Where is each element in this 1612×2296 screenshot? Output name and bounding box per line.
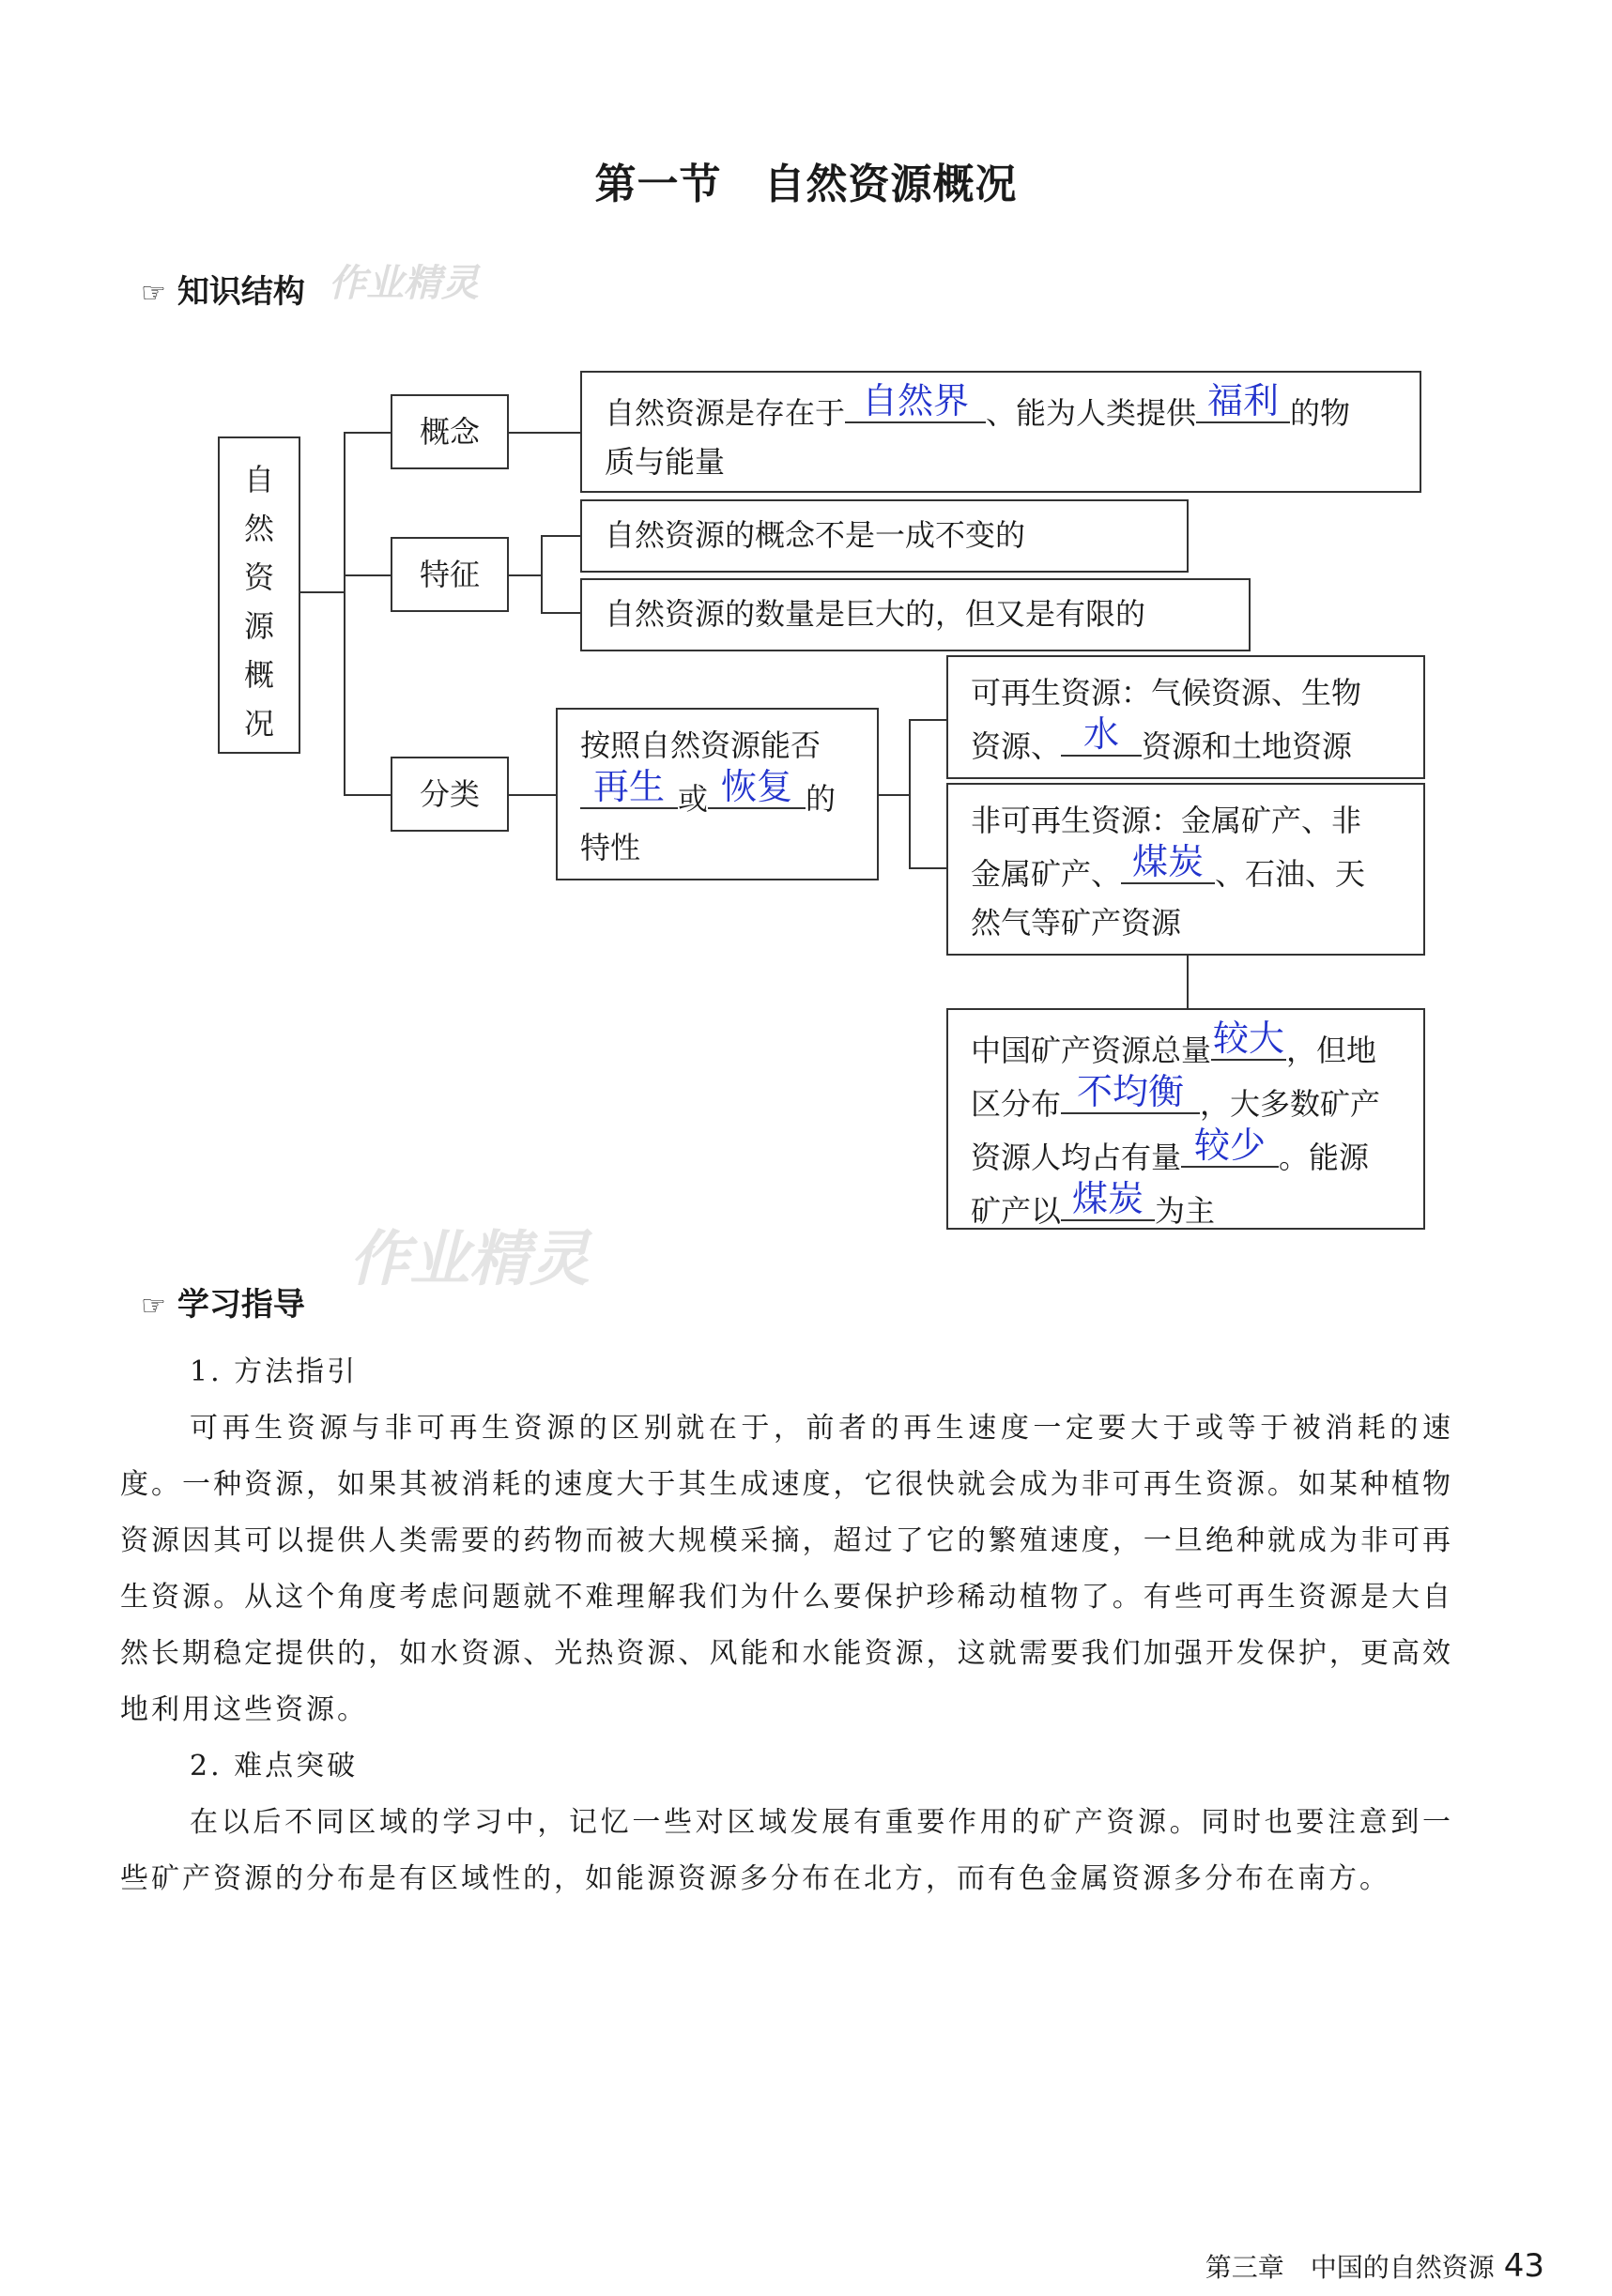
page-footer: [1205, 2247, 1544, 2285]
classify-blank-2: [708, 766, 806, 809]
china-text-a: 中国矿产资源总量: [971, 1033, 1212, 1068]
renewable-blank: [1061, 713, 1142, 757]
feature-item-2: 自然资源的数量是巨大的，但又是有限的: [605, 596, 1146, 632]
renewable-text-c: 资源和土地资源: [1142, 728, 1353, 764]
china-text-g: 矿产以: [971, 1193, 1062, 1229]
feature-item-1: 自然资源的概念不是一成不变的: [605, 517, 1026, 553]
china-blank-3: [1181, 1125, 1279, 1168]
classify-basis-box: [556, 708, 879, 880]
guide-heading-1: 1. 方法指引: [190, 1355, 359, 1388]
answer-large: 较大: [1213, 1018, 1285, 1059]
pointing-hand-icon: ☞: [141, 277, 166, 310]
concept-text-c: 的物: [1290, 395, 1351, 431]
concept-text-b: 、能为人类提供: [986, 395, 1197, 431]
concept-blank-2: [1196, 380, 1290, 423]
answer-welfare: 福利: [1207, 380, 1280, 421]
pointing-hand-icon: ☞: [141, 1290, 166, 1323]
concept-blank-1: [845, 380, 986, 423]
footer-chapter: 第三章 中国的自然资源: [1205, 2252, 1495, 2283]
feature-label-box: [391, 537, 509, 612]
nonrenewable-box: [946, 783, 1425, 956]
section-knowledge-structure: [141, 266, 305, 312]
answer-less: 较少: [1194, 1125, 1267, 1166]
answer-uneven: 不均衡: [1077, 1071, 1185, 1112]
section-study-guide: [141, 1278, 305, 1324]
answer-recover: 恢复: [721, 766, 793, 807]
answer-coal-2: 煤炭: [1072, 1178, 1144, 1219]
section-label: 知识结构: [177, 273, 305, 311]
renewable-text-a: 可再生资源：气候资源、生物: [971, 675, 1362, 711]
feature-label: 特征: [419, 557, 480, 592]
classify-basis-c: 的: [806, 781, 837, 817]
china-text-b: ，但地: [1286, 1033, 1377, 1068]
china-blank-2: [1061, 1071, 1200, 1114]
nonrenewable-text-c: 、石油、天: [1215, 856, 1366, 892]
china-text-f: 。能源: [1279, 1140, 1370, 1175]
guide-paragraph-2: 在以后不同区域的学习中，记忆一些对区域发展有重要作用的矿产资源。同时也要注意到一些矿产资源的分布是有区域性的，如能源资源多分布在北方，而有色金属资源多分布在南方。: [120, 1806, 1453, 1895]
diagram-root-label: 自然资源概况: [243, 462, 274, 742]
guide-paragraph-1: 可再生资源与非可再生资源的区别就在于，前者的再生速度一定要大于或等于被消耗的速度。一种资源，如果其被消耗的速度大于其生成速度，它很快就会成为非可再生资源。如某种植物资源因其可以提供人类需要的药物而被大规模采摘，超过了它的繁殖速度，一旦绝种就成为非可再生资源。从这个角度考虑问题就不难理解我们为什么要保护珍稀动植物了。有些可再生资源是大自然长期稳定提供的，如水资源、光热资源、风能和水能资源，这就需要我们加强开发保护，更高效地利用这些资源。: [120, 1412, 1453, 1726]
answer-coal: 煤炭: [1132, 841, 1205, 882]
concept-label: 概念: [419, 414, 480, 450]
china-text-e: 资源人均占有量: [971, 1140, 1182, 1175]
china-blank-1: [1211, 1018, 1286, 1061]
china-text-h: 为主: [1155, 1193, 1216, 1229]
concept-box: [580, 371, 1421, 493]
watermark-large: 作业精灵: [349, 1225, 590, 1294]
china-blank-4: [1061, 1178, 1155, 1221]
classify-label: 分类: [419, 776, 480, 812]
classify-label-box: [391, 757, 509, 832]
answer-natural-world: 自然界: [862, 380, 970, 421]
china-text-d: ，大多数矿产: [1200, 1086, 1381, 1122]
concept-label-box: [391, 394, 509, 469]
concept-text-a: 自然资源是存在于: [605, 395, 846, 431]
answer-regenerate: 再生: [592, 766, 665, 807]
classify-basis-a: 按照自然资源能否: [580, 727, 821, 763]
renewable-text-b: 资源、: [971, 728, 1062, 764]
watermark-text: 作业精灵: [329, 262, 479, 305]
concept-text-d: 质与能量: [605, 444, 726, 480]
china-minerals-box: [946, 1008, 1425, 1230]
diagram-root-box: [218, 436, 300, 754]
nonrenewable-blank: [1121, 841, 1215, 884]
section-label: 学习指导: [177, 1286, 305, 1324]
study-guide-body: [120, 1344, 1453, 1907]
page-title: 第一节 自然资源概况: [594, 161, 1018, 208]
answer-water: 水: [1083, 713, 1120, 755]
classify-basis-b: 或: [678, 781, 709, 817]
nonrenewable-text-b: 金属矿产、: [971, 856, 1122, 892]
feature-box-2: [580, 578, 1251, 651]
guide-heading-2: 2. 难点突破: [190, 1750, 359, 1783]
classify-blank-1: [580, 766, 678, 809]
classify-basis-d: 特性: [580, 830, 641, 865]
feature-box-1: [580, 499, 1189, 573]
page-number: 43: [1503, 2247, 1544, 2285]
renewable-box: [946, 655, 1425, 779]
nonrenewable-text-d: 然气等矿产资源: [971, 905, 1182, 941]
nonrenewable-text-a: 非可再生资源：金属矿产、非: [971, 803, 1362, 838]
china-text-c: 区分布: [971, 1086, 1062, 1122]
